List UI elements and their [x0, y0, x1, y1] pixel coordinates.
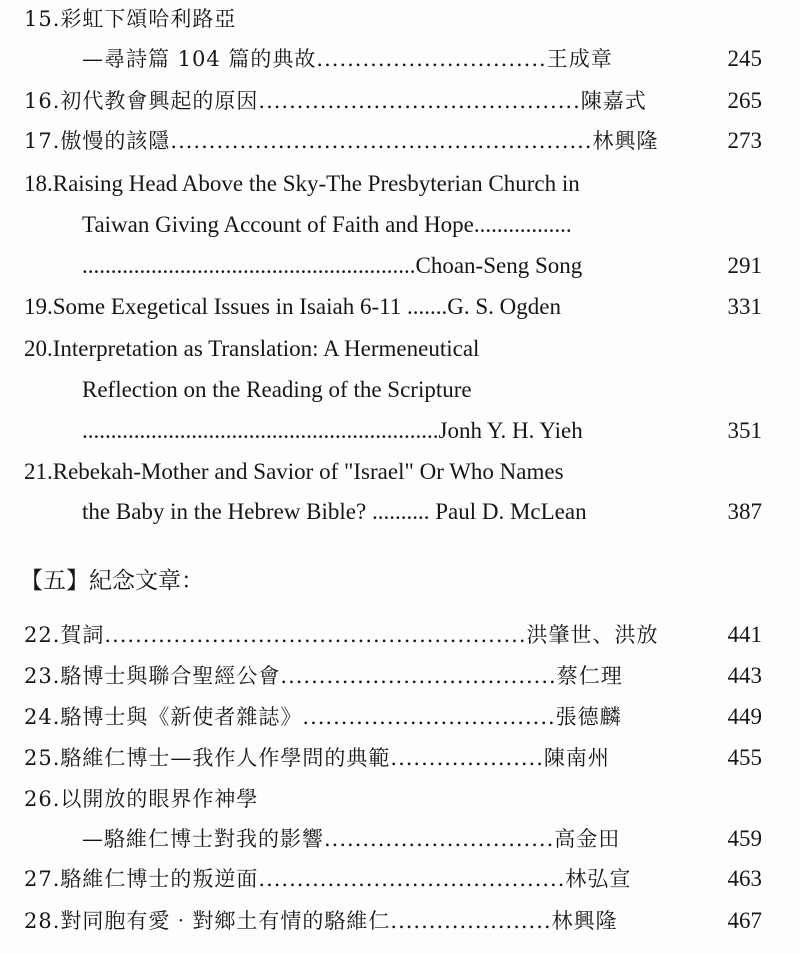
- toc-page-number: 291: [727, 253, 762, 278]
- toc-entry-19: [0, 292, 800, 322]
- toc-page-number: 449: [727, 704, 762, 729]
- toc-entry-text: 19.Some Exegetical Issues in Isaiah 6-11 .......G. S. Ogden: [24, 294, 561, 319]
- toc-entry-text: 28.對同胞有愛‧對鄉土有情的駱維仁.....................林興隆: [24, 909, 618, 933]
- toc-page-number: 459: [727, 826, 762, 851]
- toc-page-number: 455: [727, 745, 762, 770]
- toc-entry-17: [0, 126, 800, 156]
- toc-entry-text: 17.傲慢的該隱.......................................................林興隆: [24, 129, 659, 153]
- toc-entry-21-line2: [0, 497, 800, 527]
- toc-page-number: 245: [727, 46, 762, 71]
- toc-entry-text: 20.Interpretation as Translation: A Hermeneutical: [24, 336, 480, 361]
- toc-entry-text: Reflection on the Reading of the Scripture: [82, 377, 472, 402]
- toc-page-number: 441: [727, 622, 762, 647]
- toc-entry-text: 24.駱博士與《新使者雜誌》.................................張德麟: [24, 705, 622, 729]
- toc-page-number: 387: [727, 499, 762, 524]
- toc-entry-text: —駱維仁博士對我的影響..............................高金田: [82, 827, 621, 851]
- toc-entry-text: 23.駱博士與聯合聖經公會....................................蔡仁理: [24, 664, 623, 688]
- toc-page-number: 351: [727, 418, 762, 443]
- toc-entry-20-line1: [0, 334, 800, 364]
- toc-entry-22: [0, 620, 800, 650]
- toc-entry-15-subtitle: [0, 44, 800, 74]
- toc-entry-18-line2: [0, 210, 800, 240]
- toc-entry-15-title: [0, 4, 800, 34]
- toc-page-number: 273: [727, 128, 762, 153]
- toc-entry-20-line3: [0, 416, 800, 446]
- toc-entry-text: 16.初代教會興起的原因..........................................陳嘉式: [24, 89, 647, 113]
- toc-entry-text: 25.駱維仁博士—我作人作學問的典範....................陳南州: [24, 746, 610, 770]
- toc-entry-text: Taiwan Giving Account of Faith and Hope.................: [82, 212, 572, 237]
- toc-entry-27: [0, 864, 800, 894]
- toc-entry-16: [0, 86, 800, 116]
- toc-entry-28: [0, 906, 800, 936]
- toc-entry-text: 21.Rebekah-Mother and Savior of "Israel" Or Who Names: [24, 459, 564, 484]
- toc-entry-text: ..........................................................Choan-Seng Song: [82, 253, 583, 278]
- toc-entry-20-line2: [0, 375, 800, 405]
- toc-entry-26-subtitle: [0, 824, 800, 854]
- toc-page-number: 463: [727, 866, 762, 891]
- toc-entry-text: 15.彩虹下頌哈利路亞: [24, 7, 237, 31]
- toc-entry-text: 22.賀詞.......................................................洪肇世、洪放: [24, 623, 659, 647]
- toc-entry-26-title: [0, 784, 800, 814]
- toc-page-number: 331: [727, 294, 762, 319]
- toc-entry-18-line1: [0, 169, 800, 199]
- toc-entry-text: 18.Raising Head Above the Sky-The Presbyterian Church in: [24, 171, 580, 196]
- toc-entry-text: 27.駱維仁博士的叛逆面........................................林弘宣: [24, 867, 632, 891]
- toc-entry-25: [0, 743, 800, 773]
- toc-entry-text: 26.以開放的眼界作神學: [24, 787, 259, 811]
- section-heading: 【五】紀念文章：: [20, 568, 204, 594]
- toc-entry-text: the Baby in the Hebrew Bible? .......... Paul D. McLean: [82, 499, 587, 524]
- toc-page-number: 265: [727, 88, 762, 113]
- toc-entry-text: —尋詩篇 104 篇的典故..............................王成章: [82, 47, 613, 71]
- toc-page-number: 443: [727, 663, 762, 688]
- toc-entry-24: [0, 702, 800, 732]
- toc-entry-18-line3: [0, 251, 800, 281]
- toc-page-number: 467: [727, 908, 762, 933]
- toc-entry-21-line1: [0, 457, 800, 487]
- toc-entry-text: ..............................................................Jonh Y. H. Yieh: [82, 418, 583, 443]
- toc-entry-23: [0, 661, 800, 691]
